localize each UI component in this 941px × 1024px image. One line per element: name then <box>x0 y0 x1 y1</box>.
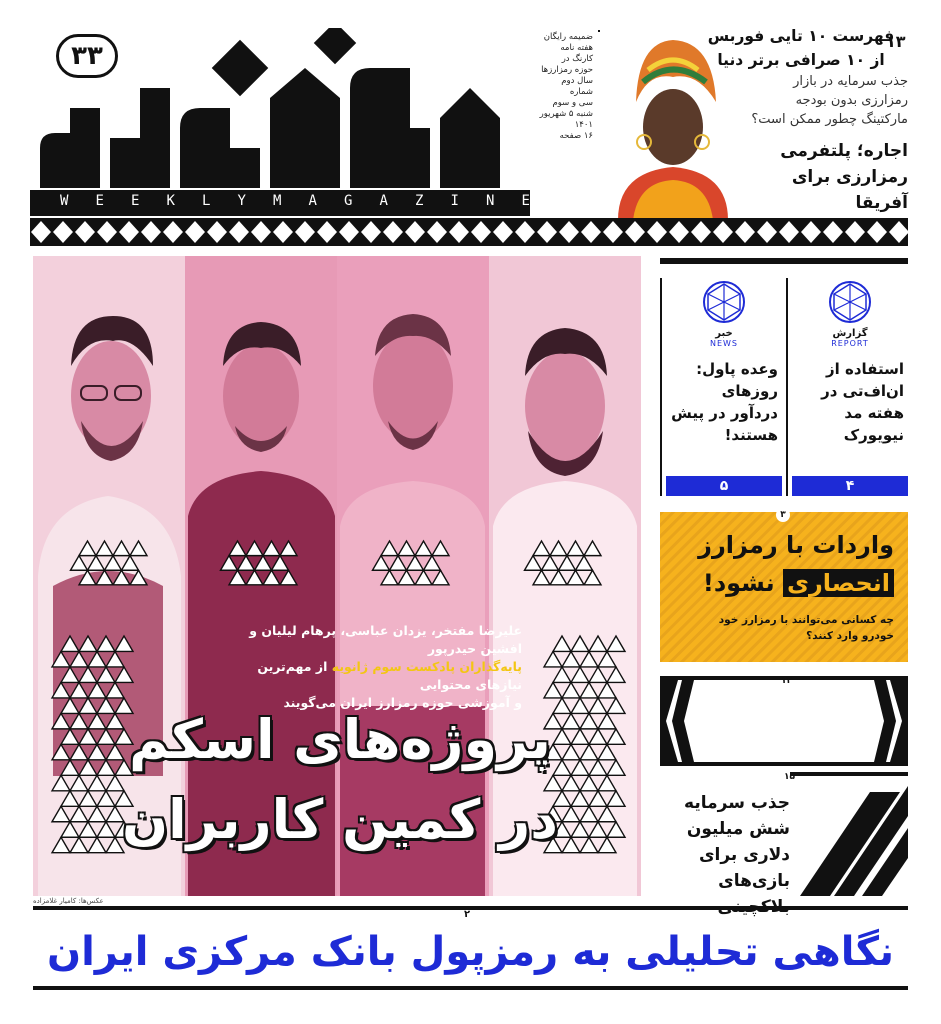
import-title-boxed: انحصاری <box>783 569 894 597</box>
meta-line: شماره <box>569 87 593 97</box>
caption-line: و آموزشی حوزه رمزارز ایران می‌گویند <box>283 695 522 710</box>
forbes-title[interactable]: فهرست ۱۰ تایی فوربس از ۱۰ صرافی برتر دنیا <box>707 27 895 69</box>
import-page-number: ۳ <box>776 508 790 522</box>
meta-line: سال دوم <box>561 76 593 86</box>
top-story-subtitle: جذب سرمایه در بازار رمزارزی بدون بودجه مارکتینگ چطور ممکن است؟ <box>751 74 908 127</box>
issue-meta <box>535 32 593 142</box>
meta-line: هفته نامه <box>560 43 593 53</box>
import-story-box[interactable] <box>660 512 908 662</box>
invest-title[interactable]: جذب سرمایه شش میلیون دلاری برای بازی‌های <box>684 793 790 891</box>
card-tag-en: REPORT <box>831 339 869 348</box>
card-title: استفاده از ان‌اف‌تی در هفته مد نیویورک <box>821 360 904 444</box>
import-subtitle: چه کسانی می‌توانند با رمزارز خود خودرو وارد کنند؟ <box>718 614 894 642</box>
top-story-title[interactable]: اجاره؛ پلتفرمی رمزارزی برای آفریقا <box>780 141 908 213</box>
card-tag: گزارش <box>832 328 868 339</box>
meta-line: ۱۶ صفحه <box>559 131 593 141</box>
import-title-line2 <box>703 568 894 598</box>
column-top-rule <box>660 258 908 264</box>
triangle-pattern-band <box>30 218 908 246</box>
bottom-headline[interactable]: نگاهی تحلیلی به رمزپول بانک مرکزی ایران <box>46 929 895 975</box>
invest-chevron-stripes <box>790 772 908 896</box>
card-divider <box>660 278 662 496</box>
wordmark-letter: A <box>308 193 317 209</box>
wordmark-letter: M <box>273 193 282 209</box>
wordmark-letter: L <box>202 193 211 209</box>
forbes-page-number: ۱۲ <box>781 676 792 686</box>
caption-line: از مهم‌ترین نیازهای محتوایی <box>257 659 522 692</box>
card-divider <box>786 278 788 496</box>
hero-caption <box>232 622 522 712</box>
wordmark-letter: E <box>131 193 140 209</box>
caption-highlight: پایه‌گذاران پادکست سوم ژانویه <box>331 659 522 674</box>
hero-headline-line: پروژه‌های اسکم <box>129 708 551 771</box>
wordmark-letter: E <box>521 193 530 209</box>
wordmark-letter: E <box>95 193 104 209</box>
forbes-frame <box>660 676 908 766</box>
wordmark-letter: G <box>344 193 353 209</box>
invest-page-number: ۱۵ <box>784 772 795 782</box>
card-page-number: ۴ <box>792 476 908 496</box>
wordmark-letter: I <box>450 193 459 209</box>
wordmark-letter: W <box>60 193 69 209</box>
wordmark-letter: Z <box>415 193 424 209</box>
wordmark-letter: N <box>486 193 495 209</box>
bottom-rule-bottom <box>33 986 908 990</box>
hero-headline[interactable] <box>120 700 560 860</box>
hero-headline-line: در کمین کاربران <box>122 788 558 851</box>
bottom-rule-top <box>33 906 908 910</box>
meta-line: سی و سوم <box>552 98 593 108</box>
caption-line: علیرضا مفتخر، یزدان عباسی، پرهام لیلیان و افشین حیدرپور <box>249 623 522 656</box>
network-icon <box>702 280 746 324</box>
card-tag-en: NEWS <box>709 339 739 348</box>
import-title-rest: نشود! <box>702 569 775 597</box>
issue-number-badge: ۳۳ <box>56 34 118 78</box>
card-title: وعده پاول: روزهای دردآور در پیش هستند! <box>671 360 778 444</box>
meta-line: ضمیمه رایگان <box>543 32 593 42</box>
import-title-line1: واردات با رمزارز <box>698 531 894 559</box>
news-card[interactable] <box>666 278 782 496</box>
photo-credit: عکس‌ها: کامیار غلامزاده <box>33 897 104 905</box>
bottom-page-number: ۲ <box>464 909 471 920</box>
card-page-number: ۵ <box>666 476 782 496</box>
meta-line: شنبه ۵ شهریور <box>539 109 593 119</box>
weekly-magazine-wordmark <box>60 193 530 213</box>
card-tag: خبر <box>715 328 733 339</box>
wordmark-letter: Y <box>237 193 246 209</box>
report-card[interactable] <box>792 278 908 496</box>
wordmark-letter: K <box>166 193 175 209</box>
top-story-page-number: ۱۳ <box>886 32 906 51</box>
network-icon <box>828 280 872 324</box>
meta-line: ۱۴۰۱ <box>574 120 593 130</box>
wordmark-letter: A <box>379 193 388 209</box>
meta-line: حوزه رمزارزها <box>541 65 593 75</box>
meta-line: کارنگ در <box>561 54 593 64</box>
